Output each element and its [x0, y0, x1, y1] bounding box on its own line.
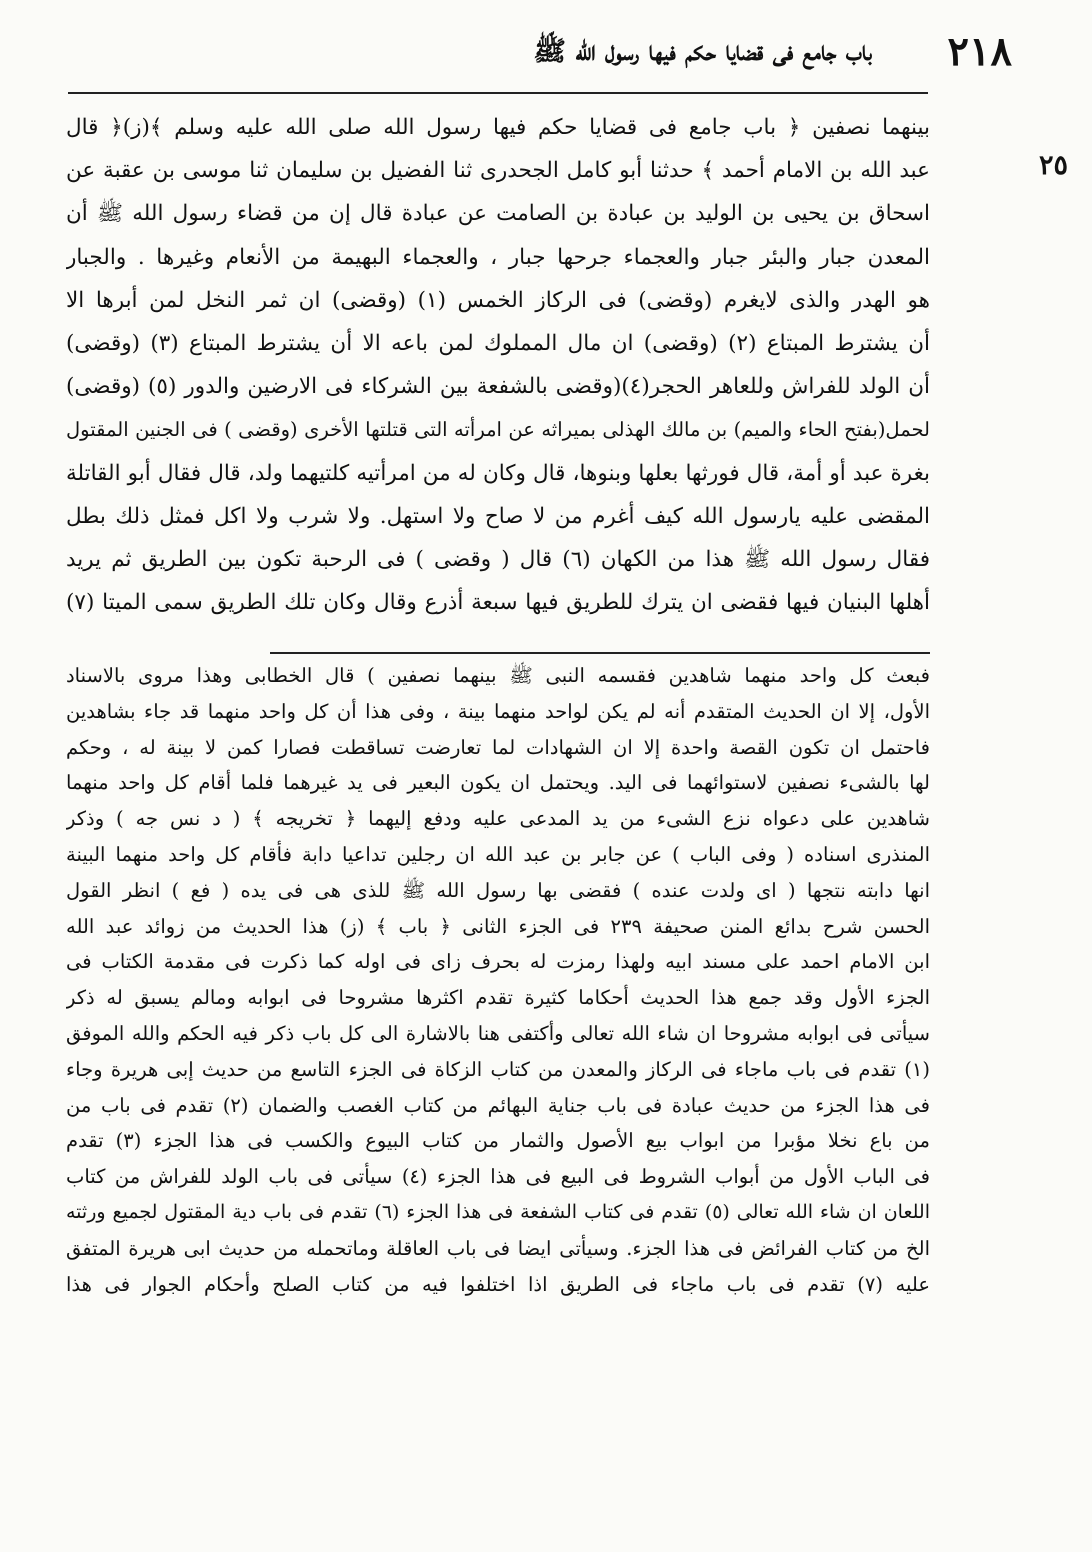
- footnote-line: انها دابته نتجها ( اى ولدت عنده ) فقضى بها رسول الله ﷺ للذى هى فى يده ( فع ) انظر القول: [66, 878, 930, 902]
- footnote-line: فى الباب الأول من أبواب الشروط فى البيع فى هذا الجزء (٤) سيأتى فى باب الولد للفراش من كتاب: [66, 1165, 930, 1189]
- page-header: [120, 28, 1012, 98]
- main-text-line: بغرة عبد أو أمة، قال فورثها بعلها وبنوها، قال وكان له من امرأتيه كلتيهما ولد، قال فقال أبو القاتلة: [66, 460, 930, 486]
- main-text-line: أهلها البنيان فيها فقضى ان يترك للطريق فيها سبعة أذرع وقال وكان تلك الطريق سمى الميتا (٧): [66, 590, 930, 616]
- footnote-line: سيأتى فى ابوابه مشروحا ان شاء الله تعالى وأكتفى هنا بالاشارة الى كل باب ذكر فيه الحكم والله الموفق: [66, 1021, 930, 1045]
- main-text-line: اسحاق بن يحيى بن الوليد بن عبادة بن الصامت عن عبادة قال إن من قضاء رسول الله ﷺ أن: [66, 201, 930, 227]
- header-rule: [68, 92, 928, 94]
- footnote-line: من باع نخلا مؤبرا من ابواب بيع الأصول والثمار من كتاب البيوع والكسب فى هذا الجزء (٣) تقدم: [66, 1129, 930, 1153]
- footnotes: [66, 658, 930, 1302]
- footnote-line: الخ من كتاب الفرائض فى هذا الجزء. وسيأتى ايضا فى باب العاقلة وماتحمله من حديث ابى هريرة المتفق: [66, 1236, 930, 1260]
- main-text: [66, 106, 930, 624]
- running-title: باب جامع فى قضايا حكم فيها رسول الله ﷺ: [533, 36, 872, 67]
- main-text-line: أن الولد للفراش وللعاهر الحجر(٤)(وقضى بالشفعة بين الشركاء فى الارضين والدور (٥) (وقضى): [66, 374, 930, 400]
- main-text-line: بينهما نصفين ﴿ باب جامع فى قضايا حكم فيها رسول الله صلى الله عليه وسلم ﴾(ز)﴿ قال: [66, 115, 930, 140]
- footnote-line: شاهدين على دعواه نزع الشىء من يد المدعى عليه ودفع إليهما ﴿ تخريجه ﴾ ( د نس جه ) وذكر: [66, 807, 930, 831]
- footnote-line: فى هذا الجزء من حديث عبادة فى باب جناية البهائم من كتاب الغصب والضمان (٢) تقدم فى باب من: [66, 1093, 930, 1117]
- main-text-line: هو الهدر والذى لايغرم (وقضى) فى الركاز الخمس (١) (وقضى) ان ثمر النخل لمن أبرها الا: [66, 287, 930, 313]
- main-text-line: المقضى عليه يارسول الله كيف أغرم من لا صاح ولا استهل. ولا شرب ولا اكل فمثل ذلك بطل: [66, 503, 930, 529]
- footnote-line: فاحتمل ان تكون القصة واحدة إلا ان الشهادات لما تعارضت تساقطت فصارا كمن لا بينة له ، وحكم: [66, 735, 930, 759]
- footnote-line: الجزء الأول وقد جمع هذا الحديث أحكاما كثيرة تقدم اكثرها مشروحا فى ابوابه ومالم يسبق له ذكر: [66, 986, 930, 1010]
- footnote-line: عليه (٧) تقدم فى باب ماجاء فى الطريق اذا اختلفوا فيه من كتاب الصلح وأحكام الجوار فى هذا: [66, 1272, 930, 1296]
- footnote-line: (١) تقدم فى باب ماجاء فى الركاز والمعدن من كتاب الزكاة فى الجزء التاسع من حديث إبى هريرة وجاء: [66, 1057, 930, 1081]
- main-text-line: عبد الله بن الامام أحمد ﴾ حدثنا أبو كامل الجحدرى ثنا الفضيل بن سليمان ثنا موسى بن عقبة عن: [66, 158, 930, 184]
- margin-number: ٢٥: [1038, 150, 1068, 181]
- footnote-line: ابن الامام احمد على مسند ابيه ولهذا رمزت له بحرف زاى فى اوله كما ذكرت فى مقدمة الكتاب فى: [66, 950, 930, 974]
- main-text-line: لحمل(بفتح الحاء والميم) بن مالك الهذلى بميراثه عن امرأته التى قتلتها الأخرى (وقضى ) فى الجنين المقتول: [66, 418, 930, 442]
- footnote-line: اللعان ان شاء الله تعالى (٥) تقدم فى كتاب الشفعة فى هذا الجزء (٦) تقدم فى باب دية المقتول لجميع ورثته: [66, 1200, 930, 1223]
- footnote-divider: [270, 652, 930, 654]
- main-text-line: أن يشترط المبتاع (٢) (وقضى) ان مال المملوك لمن باعه الا أن يشترط المبتاع (٣) (وقضى): [66, 331, 930, 357]
- footnote-line: المنذرى اسناده ( وفى الباب ) عن جابر بن عبد الله ان رجلين تداعيا دابة فأقام كل واحد منهما البينة: [66, 842, 930, 866]
- footnote-line: فبعث كل واحد منهما شاهدين فقسمه النبى ﷺ بينهما نصفين ) قال الخطابى وهذا مروى بالاسناد: [66, 664, 930, 687]
- main-text-line: فقال رسول الله ﷺ هذا من الكهان (٦) قال ( وقضى ) فى الرحبة تكون بين الطريق ثم يريد: [66, 547, 930, 573]
- footnote-line: لها بالشىء نصفين لاستوائهما فى اليد. ويحتمل ان يكون البعير فى يد غيرهما فلما أقام كل واحد منهما: [66, 771, 930, 795]
- footnote-line: الحسن شرح بدائع المنن صحيفة ٢٣٩ فى الجزء الثانى ﴿ باب ﴾ (ز) هذا الحديث من زوائد عبد الله: [66, 914, 930, 938]
- main-text-line: المعدن جبار والبئر جبار والعجماء جرحها جبار ، والعجماء البهيمة من الأنعام وغيرها . والجبار: [66, 244, 930, 270]
- footnote-line: الأول، إلا ان الحديث المتقدم أنه لم يكن لواحد منهما بينة ، وفى هذا أن كل واحد منهما قد جاء بشاهدين: [66, 699, 930, 723]
- page-number: ٢١٨: [947, 28, 1012, 75]
